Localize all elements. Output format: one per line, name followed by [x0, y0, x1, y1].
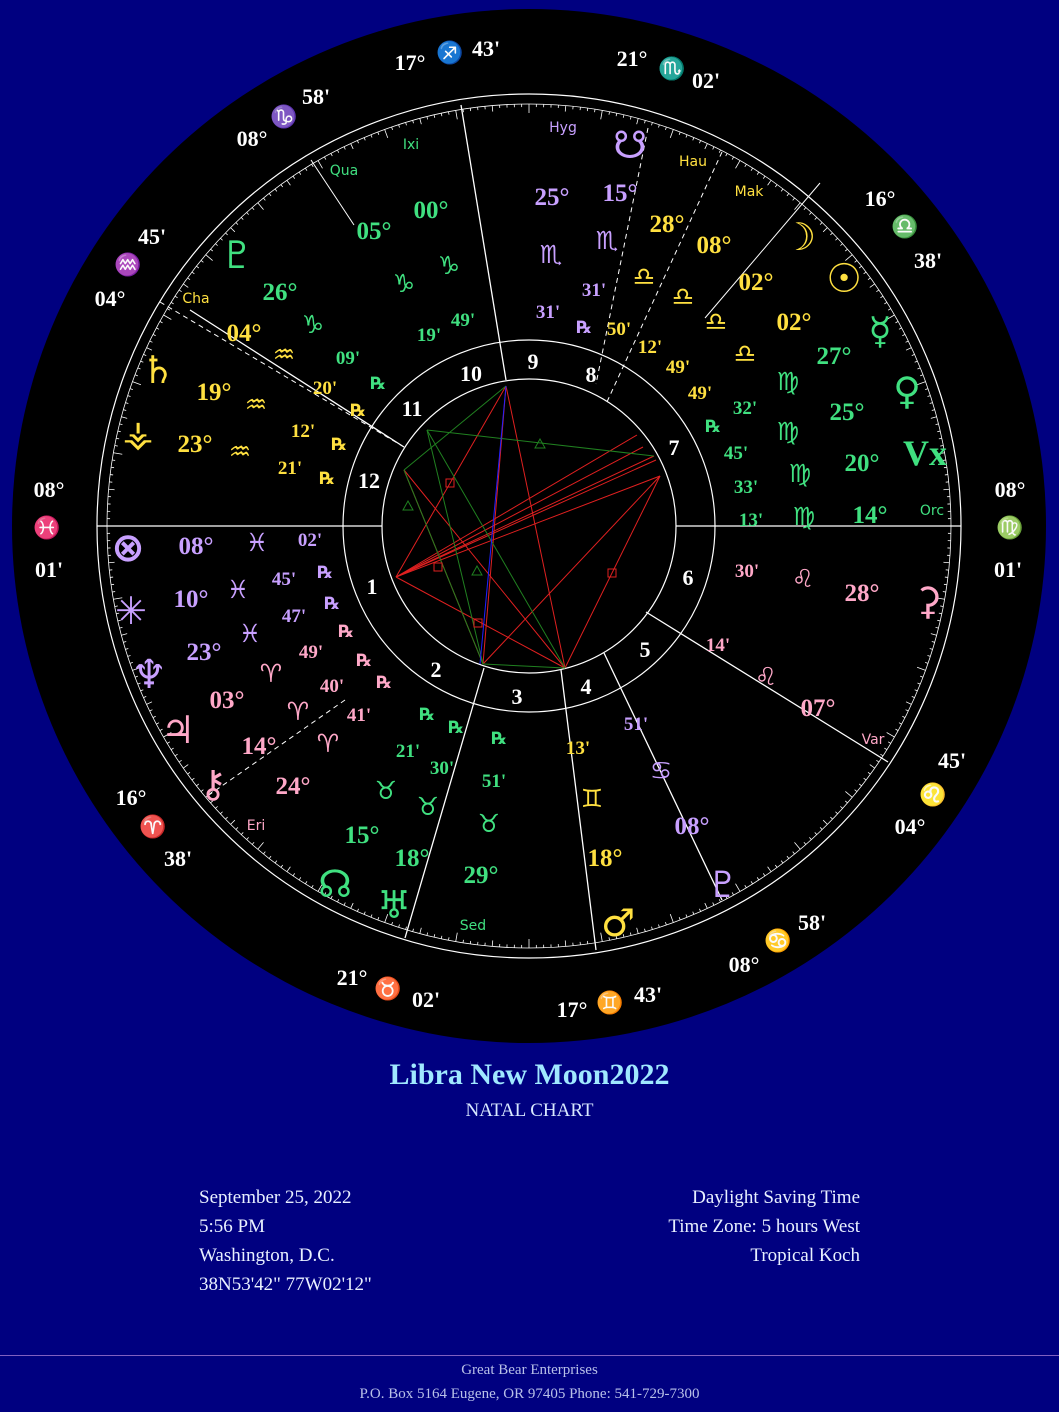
juno-minute: 20': [312, 378, 338, 399]
cusp10-degree: 17°: [394, 50, 426, 75]
sun-sign: ♎: [733, 339, 757, 368]
cusp10-sign: ♐: [436, 40, 464, 65]
north-node-retro: ℞: [419, 705, 435, 725]
point-label-cha: Cha: [182, 291, 210, 307]
saturn-minute: 12': [290, 421, 316, 442]
hygiea-degree: 15°: [602, 180, 638, 207]
chart-subtitle: NATAL CHART: [465, 1100, 594, 1121]
cusp3-minute: 02': [411, 987, 441, 1012]
mars-minute: 13': [565, 738, 591, 759]
coordinates: 38N53'42" 77W02'12": [199, 1274, 372, 1295]
uranus-sign: ♉: [416, 792, 440, 821]
cusp1-minute: 01': [34, 557, 64, 582]
neptune-degree: 23°: [186, 639, 222, 666]
cusp3-sign: ♉: [374, 976, 402, 1001]
point-label-orc: Orc: [919, 503, 945, 519]
neptune-sign: ♓: [238, 619, 262, 648]
cusp9-minute: 02': [691, 68, 721, 93]
orcus-sign: ♍: [792, 502, 816, 531]
cusp1-degree: 08°: [33, 477, 65, 502]
jupiter-degree: 03°: [209, 687, 245, 714]
company-name: Great Bear Enterprises: [461, 1362, 598, 1378]
venus-sign: ♍: [776, 417, 800, 446]
chiron-icon: ⚷: [199, 762, 227, 806]
chaos-minute: 47': [281, 606, 307, 627]
chaos-degree: 10°: [173, 586, 209, 613]
cusp1-sign: ♓: [33, 515, 61, 540]
varuna-minute: 14': [705, 635, 731, 656]
cusp9-sign: ♏: [658, 56, 686, 81]
date: September 25, 2022: [199, 1187, 352, 1208]
jupiter-sign: ♈: [259, 659, 283, 688]
chart-title: Libra New Moon2022: [389, 1058, 670, 1091]
degree-tick: [109, 489, 115, 490]
juno-degree: 04°: [226, 320, 262, 347]
uranus-degree: 18°: [394, 845, 430, 872]
south-node-sign: ♏: [539, 240, 563, 269]
eris-degree: 24°: [275, 773, 311, 800]
cusp8-sign: ♎: [891, 214, 919, 239]
point-label-hau: Hau: [679, 154, 707, 170]
uranus-retro: ℞: [448, 718, 464, 738]
moon-degree: 02°: [738, 269, 774, 296]
vesta-degree: 23°: [177, 431, 213, 458]
mars-degree: 18°: [587, 845, 623, 872]
uranus-minute: 30': [429, 758, 455, 779]
juno-retro: ℞: [350, 401, 366, 421]
cusp12-sign: ♒: [114, 252, 142, 277]
quaoar-degree: 05°: [356, 218, 392, 245]
sedna-retro: ℞: [491, 729, 507, 749]
south-node-degree: 25°: [534, 184, 570, 211]
degree-tick: [943, 562, 949, 563]
ceres-icon: ⚳: [914, 579, 942, 623]
cusp7-degree: 08°: [994, 477, 1026, 502]
juno-sign: ♒: [272, 340, 296, 369]
cusp11-minute: 58': [301, 84, 331, 109]
sun-degree: 02°: [776, 309, 812, 336]
point-label-eri: Eri: [246, 818, 266, 834]
hygiea-minute: 31': [581, 280, 607, 301]
house-number-3: 3: [511, 684, 523, 709]
south-node-retro: ℞: [576, 318, 592, 338]
chiron-sign: ♈: [286, 697, 310, 726]
mars-sign: ♊: [580, 784, 604, 813]
saturn-sign: ♒: [244, 390, 268, 419]
mercury-sign: ♍: [776, 367, 800, 396]
part-of-fortune-degree: 08°: [178, 533, 214, 560]
chariklo-minute: 02': [297, 530, 323, 551]
cusp5-sign: ♋: [764, 928, 792, 953]
cusp8-minute: 38': [913, 248, 943, 273]
cusp5-degree: 08°: [728, 952, 760, 977]
cusp3-degree: 21°: [336, 965, 368, 990]
saturn-retro: ℞: [331, 435, 347, 455]
uranus-icon: ♅: [376, 883, 412, 927]
chart-settings: [668, 1183, 860, 1270]
point-label-var: Var: [861, 732, 885, 748]
makemake-sign: ♎: [671, 282, 695, 311]
chaos-retro: ℞: [324, 594, 340, 614]
chaos-icon: ✳: [115, 589, 147, 633]
venus-degree: 25°: [829, 399, 865, 426]
cusp2-sign: ♈: [139, 814, 167, 839]
sedna-minute: 51': [481, 771, 507, 792]
degree-tick: [565, 940, 566, 946]
chiron-retro: ℞: [376, 673, 392, 693]
sun-icon: ☉: [826, 256, 862, 302]
house-number-6: 6: [682, 565, 694, 590]
point-label-ixi: Ixi: [402, 137, 420, 153]
house-number-1: 1: [366, 574, 378, 599]
pluto-minute: 09': [335, 348, 361, 369]
quaoar-sign: ♑: [392, 269, 416, 298]
saturn-degree: 19°: [196, 379, 232, 406]
proserpina-icon: ♇: [706, 865, 740, 906]
footer: [0, 1358, 1059, 1406]
proserpina-degree: 08°: [674, 813, 710, 840]
cusp2-minute: 38': [163, 846, 193, 871]
sedna-sign: ♉: [477, 809, 501, 838]
cusp4-minute: 43': [633, 982, 663, 1007]
degree-tick: [943, 489, 949, 490]
location: Washington, D.C.: [199, 1245, 335, 1266]
jupiter-icon: ♃: [160, 708, 196, 752]
degree-tick: [115, 445, 118, 446]
point-label-sed: Sed: [459, 918, 487, 934]
part-of-fortune-minute: 45': [271, 569, 297, 590]
south-node-minute: 31': [535, 302, 561, 323]
birth-info: [199, 1183, 372, 1299]
degree-tick: [492, 940, 493, 946]
vesta-sign: ♒: [228, 437, 252, 466]
ixion-minute: 49': [450, 310, 476, 331]
pluto-icon: ♇: [219, 233, 255, 277]
pluto-degree: 26°: [262, 279, 298, 306]
vertex-icon: Vx: [903, 433, 947, 473]
part-of-fortune-sign: ♓: [245, 528, 269, 557]
moon-minute: 49': [687, 383, 713, 404]
vertex-degree: 20°: [844, 450, 880, 477]
part-of-fortune-retro: ℞: [317, 563, 333, 583]
venus-minute: 33': [733, 477, 759, 498]
cusp7-minute: 01': [993, 557, 1023, 582]
neptune-retro: ℞: [338, 622, 354, 642]
proserpina-minute: 51': [623, 714, 649, 735]
cusp6-minute: 45': [937, 748, 967, 773]
vertex-sign: ♍: [788, 459, 812, 488]
cusp12-degree: 04°: [94, 286, 126, 311]
house-number-9: 9: [527, 349, 539, 374]
pluto-retro: ℞: [370, 374, 386, 394]
dst-note: Daylight Saving Time: [692, 1187, 860, 1208]
ceres-degree: 28°: [844, 580, 880, 607]
haumea-minute: 12': [637, 337, 663, 358]
time: 5:56 PM: [199, 1216, 265, 1237]
degree-tick: [609, 112, 610, 115]
varuna-sign: ♌: [754, 662, 778, 691]
cusp7-sign: ♍: [996, 515, 1024, 540]
vesta-minute: 21': [277, 458, 303, 479]
house-number-4: 4: [580, 674, 592, 699]
house-number-2: 2: [430, 657, 442, 682]
house-number-7: 7: [668, 435, 680, 460]
cusp4-degree: 17°: [556, 997, 588, 1022]
south-node-icon: ☋: [613, 123, 647, 167]
cusp2-degree: 16°: [115, 785, 147, 810]
ixion-degree: 00°: [413, 197, 449, 224]
makemake-minute: 49': [665, 357, 691, 378]
varuna-degree: 07°: [800, 695, 836, 722]
vertex-minute: 13': [738, 510, 764, 531]
vesta-retro: ℞: [319, 469, 335, 489]
degree-tick: [492, 106, 493, 112]
chiron-minute: 41': [346, 705, 372, 726]
cusp4-sign: ♊: [596, 990, 624, 1015]
quaoar-minute: 19': [416, 325, 442, 346]
vesta-icon: ⚶: [122, 414, 154, 455]
proserpina-sign: ♋: [649, 756, 673, 785]
cusp9-degree: 21°: [616, 46, 648, 71]
point-label-qua: Qua: [329, 163, 359, 179]
north-node-degree: 15°: [344, 822, 380, 849]
mercury-degree: 27°: [816, 343, 852, 370]
north-node-sign: ♉: [374, 776, 398, 805]
ceres-sign: ♌: [791, 564, 815, 593]
haumea-degree: 28°: [649, 211, 685, 238]
makemake-degree: 08°: [696, 232, 732, 259]
footer-divider: [0, 1355, 1059, 1356]
time-zone: Time Zone: 5 hours West: [668, 1216, 860, 1237]
house-number-5: 5: [639, 637, 651, 662]
mars-icon: ♂: [600, 901, 636, 945]
point-label-hyg: Hyg: [549, 120, 577, 136]
jupiter-retro: ℞: [356, 651, 372, 671]
house-number-8: 8: [585, 362, 597, 387]
ceres-minute: 30': [734, 561, 760, 582]
sedna-degree: 29°: [463, 862, 499, 889]
house-number-10: 10: [460, 361, 482, 386]
cusp6-sign: ♌: [919, 782, 947, 807]
house-system: Tropical Koch: [750, 1245, 860, 1266]
company-address: P.O. Box 5164 Eugene, OR 97405 Phone: 541-729-7300: [359, 1386, 700, 1402]
ixion-sign: ♑: [437, 251, 461, 280]
degree-tick: [448, 937, 449, 940]
degree-tick: [448, 112, 449, 115]
sun-minute: 32': [732, 398, 758, 419]
mercury-icon: ☿: [868, 309, 892, 353]
cusp12-minute: 45': [137, 224, 167, 249]
chaos-sign: ♓: [226, 575, 250, 604]
pluto-sign: ♑: [301, 310, 325, 339]
moon-sign: ♎: [704, 307, 728, 336]
part-of-fortune-icon: ⊗: [111, 525, 145, 571]
cusp11-degree: 08°: [236, 126, 268, 151]
north-node-minute: 21': [395, 741, 421, 762]
orcus-degree: 14°: [852, 502, 888, 529]
neptune-minute: 49': [298, 642, 324, 663]
chiron-degree: 14°: [241, 733, 277, 760]
hygiea-minute-2: 50': [606, 319, 632, 340]
eris-sign: ♈: [316, 729, 340, 758]
degree-tick: [565, 106, 566, 112]
cusp5-minute: 58': [797, 910, 827, 935]
house-number-11: 11: [401, 396, 423, 421]
jupiter-minute: 40': [319, 676, 345, 697]
point-label-mak: Mak: [734, 184, 764, 200]
haumea-sign: ♎: [632, 262, 656, 291]
cusp11-sign: ♑: [270, 104, 298, 129]
north-node-icon: ☊: [318, 862, 352, 906]
mercury-minute: 45': [723, 443, 749, 464]
house-number-12: 12: [358, 468, 380, 493]
mercury-retro: ℞: [705, 417, 721, 437]
cusp6-degree: 04°: [894, 814, 926, 839]
moon-icon: ☽: [781, 215, 817, 259]
neptune-icon: ♆: [131, 652, 167, 698]
cusp10-minute: 43': [471, 36, 501, 61]
cusp8-degree: 16°: [864, 186, 896, 211]
venus-icon: ♀: [893, 369, 921, 413]
hygiea-sign: ♏: [595, 226, 619, 255]
saturn-icon: ♄: [140, 348, 176, 392]
